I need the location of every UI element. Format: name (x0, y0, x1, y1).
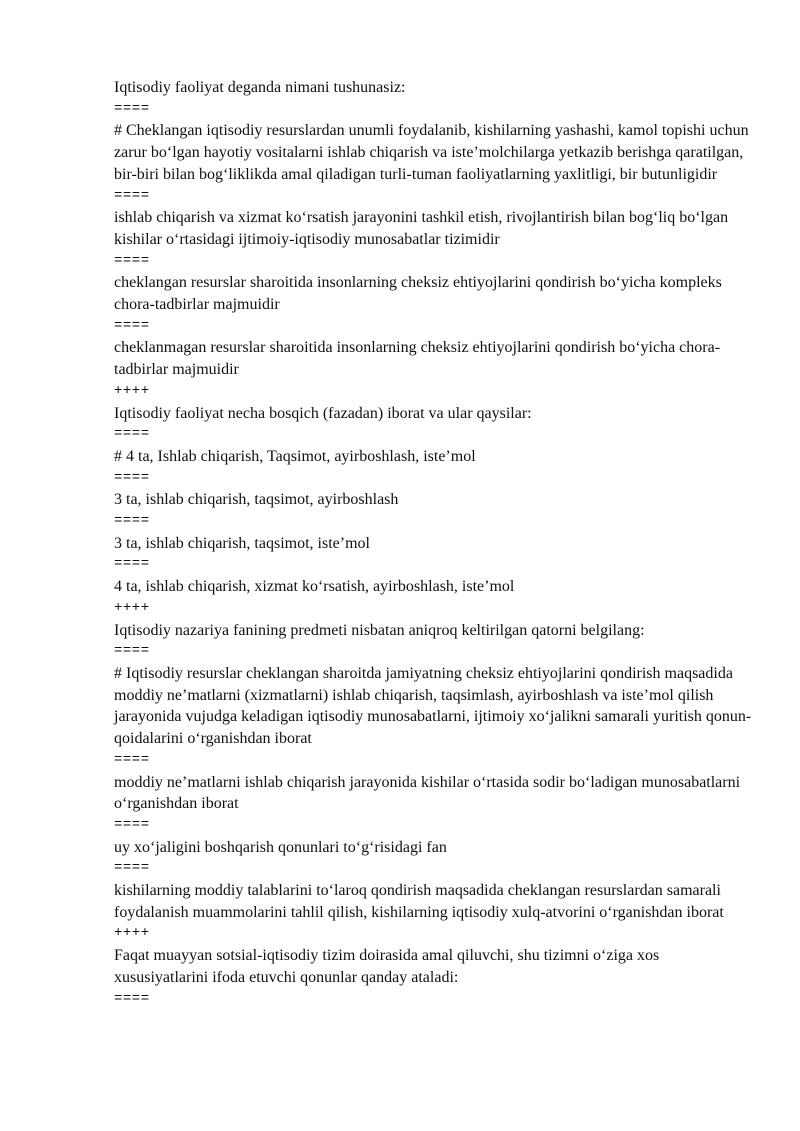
separator: ==== (114, 990, 150, 1007)
answer-option: ishlab chiqarish va xizmat koʻrsatish jarayonini tashkil etish, rivojlantirish bilan bogʻliq boʻlgan kishilar oʻrtasidagi ijtimoiy-iqtisodiy munosabatlar tizimidir (114, 209, 729, 248)
answer-option: kishilarning moddiy talablarini toʻlaroq qondirish maqsadida cheklangan resurslardan samarali foydalanish muammolarini tahlil qilish, kishilarning iqtisodiy xulq-atvorini oʻrganishdan iborat (114, 882, 724, 921)
answer-option: moddiy neʼmatlarni ishlab chiqarish jarayonida kishilar oʻrtasida sodir boʻladigan munosabatlarni oʻrganishdan iborat (114, 773, 741, 813)
separator: ==== (114, 556, 150, 573)
separator: ==== (114, 860, 150, 877)
separator: ==== (114, 187, 150, 204)
answer-option: uy xoʻjaligini boshqarish qonunlari toʻgʻrisidagi fan (114, 838, 447, 856)
question-separator: ++++ (114, 925, 150, 942)
answer-option: 3 ta, ishlab chiqarish, taqsimot, ayirboshlash (114, 491, 399, 509)
question-text: Iqtisodiy nazariya fanining predmeti nisbatan aniqroq keltirilgan qatorni belgilang: (114, 621, 645, 639)
separator: ==== (114, 317, 150, 334)
answer-option: 3 ta, ishlab chiqarish, taqsimot, isteʼmol (114, 534, 370, 552)
separator: ==== (114, 100, 150, 117)
separator: ==== (114, 751, 150, 768)
answer-option-correct: # Cheklangan iqtisodiy resurslardan unumli foydalanib, kishilarning yashashi, kamol topishi uchun zarur boʻlgan hayotiy vositalarni ishlab chiqarish va isteʼmolchilarga yetkazib berishga qaratilgan, bir-biri bilan bogʻliklikda amal qiladigan turli-tuman faoliyatlarning yaxlitligi, bir butunligidir (114, 122, 749, 183)
answer-option-correct: # 4 ta, Ishlab chiqarish, Taqsimot, ayirboshlash, isteʼmol (114, 447, 476, 465)
question-text: Faqat muayyan sotsial-iqtisodiy tizim doirasida amal qiluvchi, shu tizimni oʻziga xos xususiyatlarini ifoda etuvchi qonunlar qanday ataladi: (114, 947, 660, 986)
question-separator: ++++ (114, 599, 150, 616)
answer-option: cheklanmagan resurslar sharoitida insonlarning cheksiz ehtiyojlarini qondirish boʻyicha chora-tadbirlar majmuidir (114, 339, 721, 379)
separator: ==== (114, 816, 150, 833)
question-separator: ++++ (114, 382, 150, 399)
separator: ==== (114, 643, 150, 660)
separator: ==== (114, 426, 150, 443)
answer-option: 4 ta, ishlab chiqarish, xizmat koʻrsatish, ayirboshlash, isteʼmol (114, 578, 515, 596)
question-text: Iqtisodiy faoliyat necha bosqich (fazadan) iborat va ular qaysilar: (114, 404, 532, 422)
document-page (114, 77, 754, 1010)
answer-option-correct: # Iqtisodiy resurslar cheklangan sharoitda jamiyatning cheksiz ehtiyojlarini qondirish maqsadida moddiy neʼmatlarni (xizmatlarni) ishlab chiqarish, taqsimlash, ayirboshlash va isteʼmol qilish jarayonida vujudga keladigan iqtisodiy munosabatlarni, ijtimoiy xoʻjalikni samarali yuritish qonun-qoidalarini oʻrganishdan iborat (114, 664, 752, 748)
answer-option: cheklangan resurslar sharoitida insonlarning cheksiz ehtiyojlarini qondirish boʻyicha kompleks chora-tadbirlar majmuidir (114, 274, 722, 314)
question-text: Iqtisodiy faoliyat deganda nimani tushunasiz: (114, 79, 406, 96)
separator: ==== (114, 252, 150, 269)
separator: ==== (114, 513, 150, 530)
separator: ==== (114, 469, 150, 486)
